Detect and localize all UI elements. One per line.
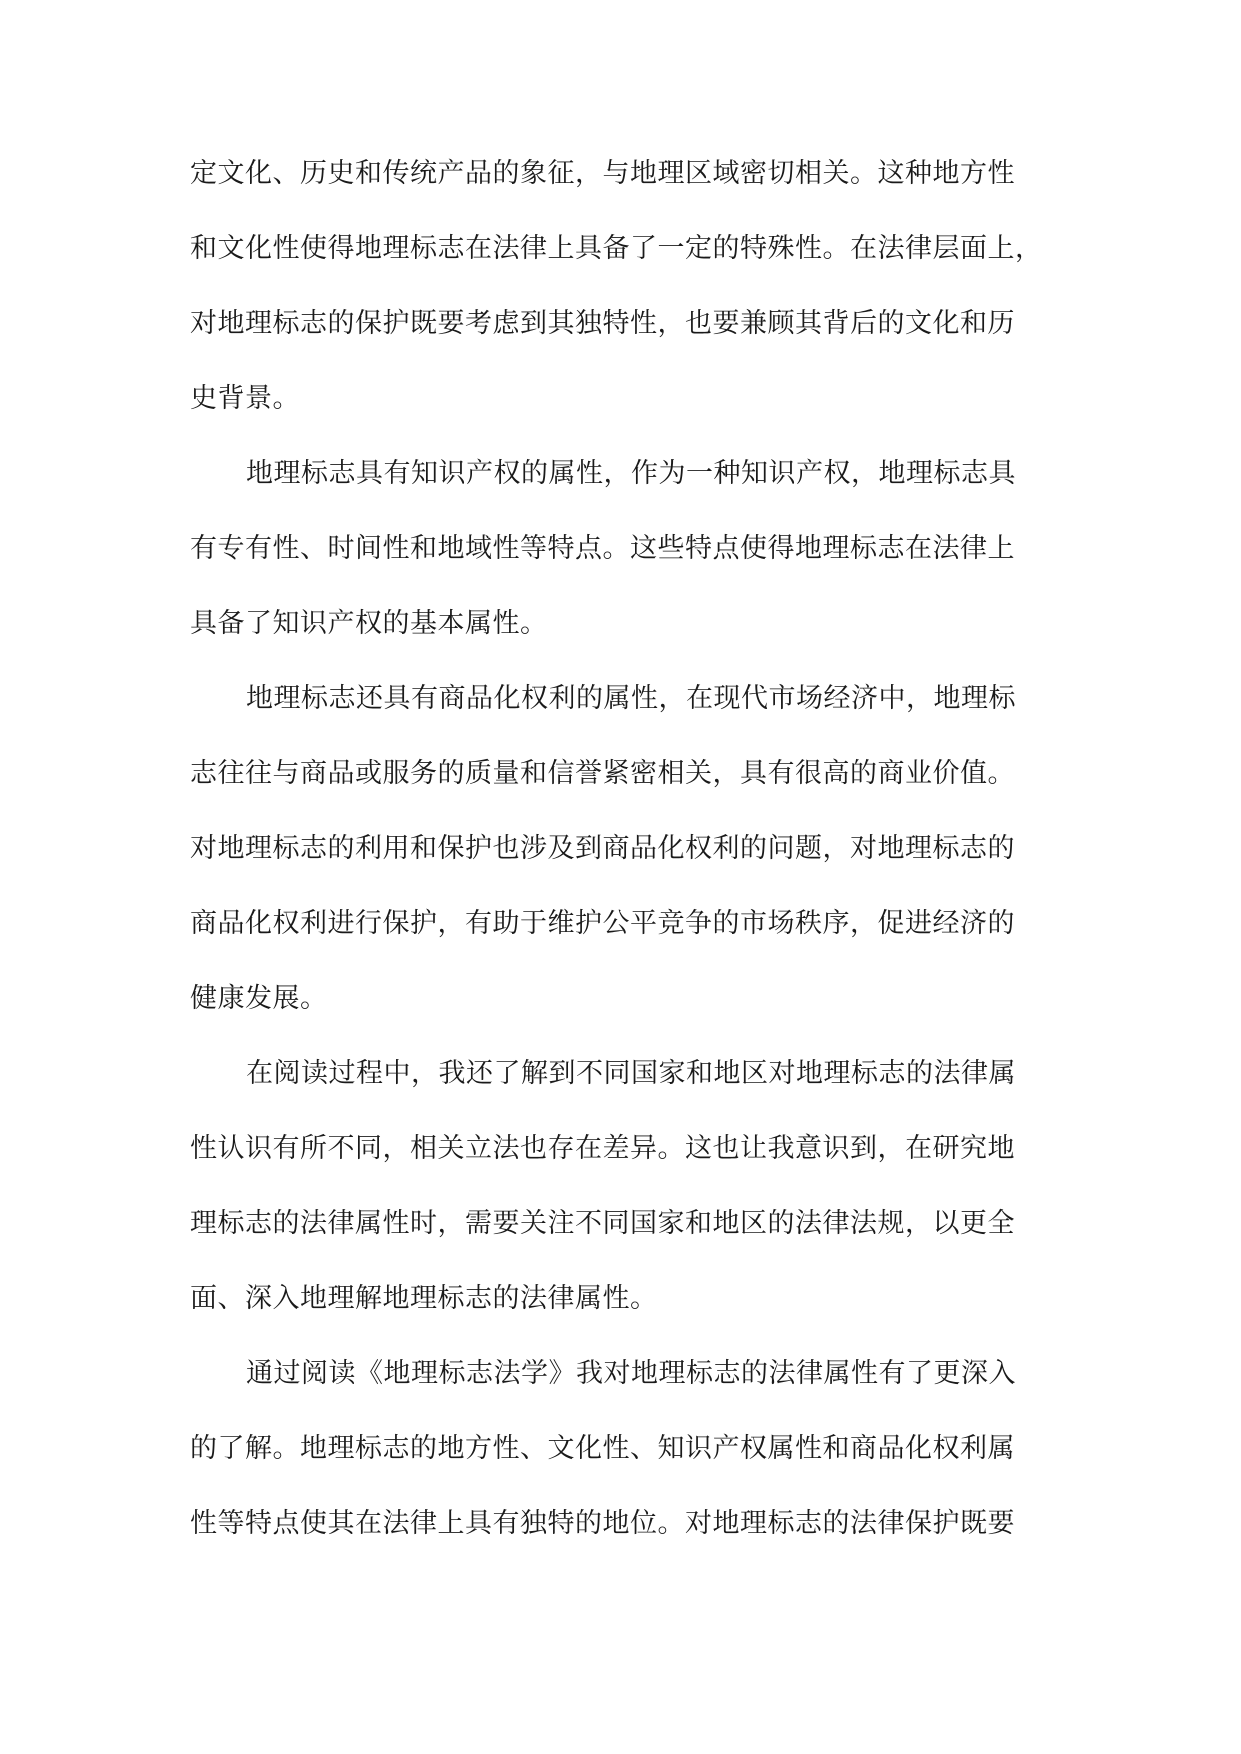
document-body <box>190 136 1050 1561</box>
paragraph <box>190 136 1050 436</box>
text-line: 地理标志具有知识产权的属性，作为一种知识产权，地理标志具 <box>246 458 1016 489</box>
text-line: 性认识有所不同，相关立法也存在差异。这也让我意识到，在研究地 <box>190 1133 1015 1164</box>
text-line: 志往往与商品或服务的质量和信誉紧密相关，具有很高的商业价值。 <box>190 758 1015 789</box>
text-line: 有专有性、时间性和地域性等特点。这些特点使得地理标志在法律上 <box>190 533 1015 564</box>
paragraph <box>190 1036 1050 1336</box>
paragraph <box>190 661 1050 1036</box>
text-line: 对地理标志的利用和保护也涉及到商品化权利的问题，对地理标志的 <box>190 833 1015 864</box>
text-line: 理标志的法律属性时，需要关注不同国家和地区的法律法规，以更全 <box>190 1208 1015 1239</box>
text-line: 通过阅读《地理标志法学》我对地理标志的法律属性有了更深入 <box>246 1358 1016 1389</box>
text-line: 对地理标志的保护既要考虑到其独特性，也要兼顾其背后的文化和历 <box>190 308 1015 339</box>
text-line: 商品化权利进行保护，有助于维护公平竞争的市场秩序，促进经济的 <box>190 908 1015 939</box>
text-line: 定文化、历史和传统产品的象征，与地理区域密切相关。这种地方性 <box>190 158 1015 189</box>
text-line: 地理标志还具有商品化权利的属性，在现代市场经济中，地理标 <box>246 683 1016 714</box>
text-line: 具备了知识产权的基本属性。 <box>190 608 548 639</box>
text-line: 在阅读过程中，我还了解到不同国家和地区对地理标志的法律属 <box>246 1058 1016 1089</box>
paragraph <box>190 436 1050 661</box>
text-line: 面、深入地理解地理标志的法律属性。 <box>190 1283 658 1314</box>
text-line: 的了解。地理标志的地方性、文化性、知识产权属性和商品化权利属 <box>190 1433 1015 1464</box>
text-line: 和文化性使得地理标志在法律上具备了一定的特殊性。在法律层面上， <box>190 233 1043 264</box>
text-line: 史背景。 <box>190 383 300 414</box>
paragraph <box>190 1336 1050 1561</box>
text-line: 性等特点使其在法律上具有独特的地位。对地理标志的法律保护既要 <box>190 1508 1015 1539</box>
text-line: 健康发展。 <box>190 983 328 1014</box>
